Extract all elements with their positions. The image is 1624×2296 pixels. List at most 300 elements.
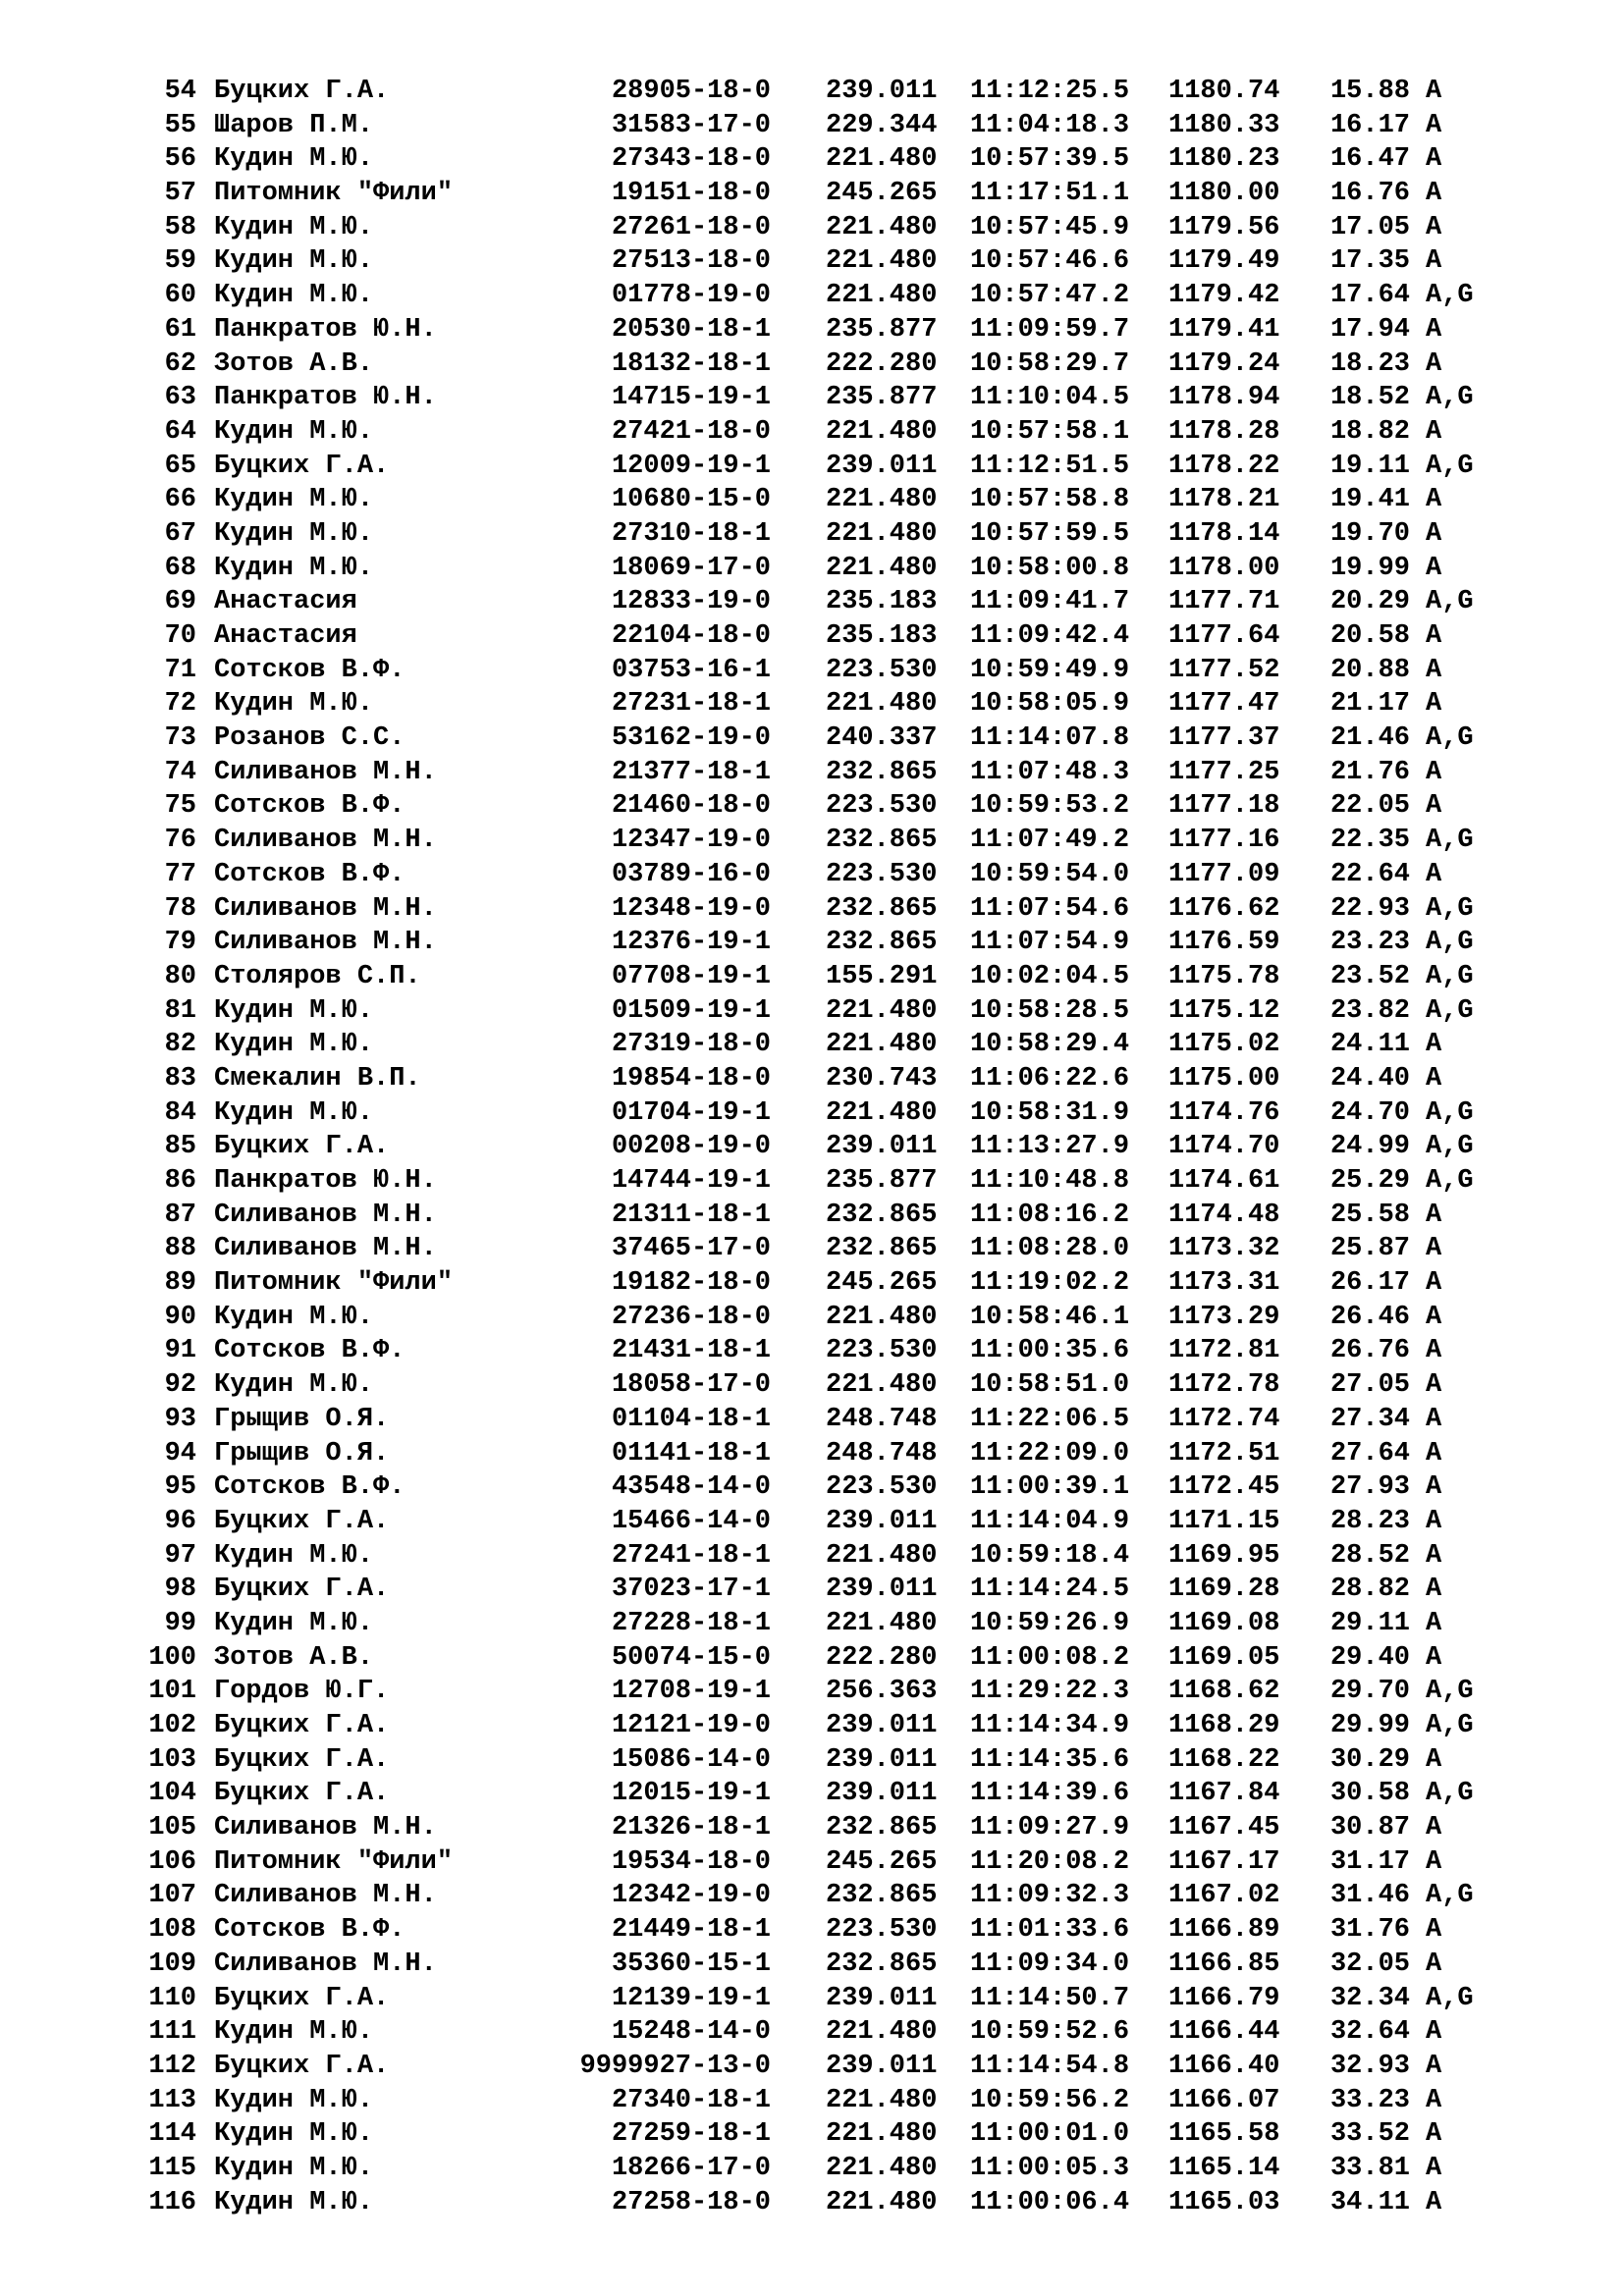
name-cell: Буцких Г.А. bbox=[214, 451, 390, 481]
flags-cell: A bbox=[1426, 246, 1442, 277]
result-row bbox=[143, 211, 1538, 245]
name-cell: Буцких Г.А. bbox=[214, 1779, 390, 1809]
ring-number-cell: 07708-19-1 bbox=[611, 961, 771, 991]
result-row bbox=[143, 1096, 1538, 1131]
speed-cell: 1178.22 bbox=[1168, 451, 1280, 481]
flags-cell: A bbox=[1426, 1234, 1442, 1264]
ring-number-cell: 28905-18-0 bbox=[611, 77, 771, 106]
place-cell: 60 bbox=[164, 281, 196, 311]
arrival-time-cell: 11:09:42.4 bbox=[970, 621, 1130, 651]
speed-cell: 1178.94 bbox=[1168, 383, 1280, 413]
ring-number-cell: 12348-19-0 bbox=[611, 893, 771, 924]
flags-cell: A bbox=[1426, 1268, 1442, 1299]
arrival-time-cell: 10:59:18.4 bbox=[970, 1540, 1130, 1571]
name-cell: Сотсков В.Ф. bbox=[214, 1472, 406, 1503]
ring-number-cell: 12708-19-1 bbox=[611, 1677, 771, 1707]
flags-cell: A bbox=[1426, 416, 1442, 447]
ring-number-cell: 12833-19-0 bbox=[611, 587, 771, 617]
flags-cell: A,G bbox=[1426, 383, 1474, 413]
speed-cell: 1172.74 bbox=[1168, 1404, 1280, 1434]
result-row bbox=[143, 1709, 1538, 1743]
distance-cell: 221.480 bbox=[826, 281, 938, 311]
result-row bbox=[143, 279, 1538, 313]
place-cell: 92 bbox=[164, 1370, 196, 1401]
distance-cell: 221.480 bbox=[826, 1097, 938, 1128]
ring-number-cell: 12015-19-1 bbox=[611, 1779, 771, 1809]
arrival-time-cell: 11:00:01.0 bbox=[970, 2119, 1130, 2150]
distance-cell: 223.530 bbox=[826, 859, 938, 889]
flags-cell: A,G bbox=[1426, 1132, 1474, 1162]
distance-cell: 223.530 bbox=[826, 791, 938, 822]
flags-cell: A bbox=[1426, 1302, 1442, 1332]
flags-cell: A,G bbox=[1426, 587, 1474, 617]
name-cell: Зотов А.В. bbox=[214, 348, 374, 379]
distance-cell: 155.291 bbox=[826, 961, 938, 991]
result-row bbox=[143, 415, 1538, 450]
arrival-time-cell: 11:14:50.7 bbox=[970, 1983, 1130, 2013]
arrival-time-cell: 11:12:25.5 bbox=[970, 77, 1130, 106]
arrival-time-cell: 10:58:28.5 bbox=[970, 995, 1130, 1026]
place-cell: 79 bbox=[164, 928, 196, 958]
distance-cell: 232.865 bbox=[826, 928, 938, 958]
ring-number-cell: 14744-19-1 bbox=[611, 1166, 771, 1196]
place-cell: 100 bbox=[148, 1642, 196, 1673]
name-cell: Сотсков В.Ф. bbox=[214, 859, 406, 889]
ring-number-cell: 01509-19-1 bbox=[611, 995, 771, 1026]
result-row bbox=[143, 2050, 1538, 2084]
speed-cell: 1178.28 bbox=[1168, 416, 1280, 447]
place-cell: 67 bbox=[164, 518, 196, 549]
coefficient-cell: 18.82 bbox=[1329, 416, 1410, 447]
speed-cell: 1166.40 bbox=[1168, 2051, 1280, 2081]
flags-cell: A bbox=[1426, 1949, 1442, 1979]
arrival-time-cell: 10:58:29.4 bbox=[970, 1030, 1130, 1060]
flags-cell: A,G bbox=[1426, 1097, 1474, 1128]
ring-number-cell: 01141-18-1 bbox=[611, 1438, 771, 1468]
coefficient-cell: 31.76 bbox=[1329, 1915, 1410, 1946]
flags-cell: A bbox=[1426, 2187, 1442, 2217]
result-row bbox=[143, 75, 1538, 109]
coefficient-cell: 27.64 bbox=[1329, 1438, 1410, 1468]
arrival-time-cell: 11:22:09.0 bbox=[970, 1438, 1130, 1468]
coefficient-cell: 28.23 bbox=[1329, 1506, 1410, 1536]
flags-cell: A bbox=[1426, 348, 1442, 379]
name-cell: Кудин М.Ю. bbox=[214, 995, 374, 1026]
coefficient-cell: 32.64 bbox=[1329, 2017, 1410, 2048]
name-cell: Панкратов Ю.Н. bbox=[214, 314, 437, 345]
name-cell: Столяров С.П. bbox=[214, 961, 421, 991]
distance-cell: 221.480 bbox=[826, 2119, 938, 2150]
coefficient-cell: 18.52 bbox=[1329, 383, 1410, 413]
result-row bbox=[143, 450, 1538, 484]
coefficient-cell: 32.93 bbox=[1329, 2051, 1410, 2081]
arrival-time-cell: 11:09:34.0 bbox=[970, 1949, 1130, 1979]
ring-number-cell: 12009-19-1 bbox=[611, 451, 771, 481]
speed-cell: 1180.33 bbox=[1168, 110, 1280, 140]
speed-cell: 1177.16 bbox=[1168, 826, 1280, 856]
ring-number-cell: 37023-17-1 bbox=[611, 1575, 771, 1605]
ring-number-cell: 12121-19-0 bbox=[611, 1711, 771, 1740]
place-cell: 83 bbox=[164, 1063, 196, 1094]
place-cell: 69 bbox=[164, 587, 196, 617]
arrival-time-cell: 11:00:08.2 bbox=[970, 1642, 1130, 1673]
arrival-time-cell: 11:14:04.9 bbox=[970, 1506, 1130, 1536]
ring-number-cell: 21460-18-0 bbox=[611, 791, 771, 822]
name-cell: Силиванов М.Н. bbox=[214, 1200, 437, 1230]
name-cell: Силиванов М.Н. bbox=[214, 1813, 437, 1843]
ring-number-cell: 21431-18-1 bbox=[611, 1336, 771, 1366]
ring-number-cell: 27310-18-1 bbox=[611, 518, 771, 549]
ring-number-cell: 19151-18-0 bbox=[611, 179, 771, 209]
place-cell: 116 bbox=[148, 2187, 196, 2217]
speed-cell: 1174.48 bbox=[1168, 1200, 1280, 1230]
coefficient-cell: 22.05 bbox=[1329, 791, 1410, 822]
speed-cell: 1168.22 bbox=[1168, 1744, 1280, 1775]
result-row bbox=[143, 1470, 1538, 1505]
place-cell: 76 bbox=[164, 826, 196, 856]
coefficient-cell: 15.88 bbox=[1329, 77, 1410, 106]
speed-cell: 1180.00 bbox=[1168, 179, 1280, 209]
place-cell: 110 bbox=[148, 1983, 196, 2013]
speed-cell: 1179.24 bbox=[1168, 348, 1280, 379]
place-cell: 61 bbox=[164, 314, 196, 345]
arrival-time-cell: 10:57:45.9 bbox=[970, 212, 1130, 242]
ring-number-cell: 50074-15-0 bbox=[611, 1642, 771, 1673]
flags-cell: A bbox=[1426, 621, 1442, 651]
arrival-time-cell: 11:09:27.9 bbox=[970, 1813, 1130, 1843]
result-row bbox=[143, 1743, 1538, 1778]
place-cell: 55 bbox=[164, 110, 196, 140]
result-row bbox=[143, 1539, 1538, 1574]
coefficient-cell: 21.17 bbox=[1329, 689, 1410, 720]
result-row bbox=[143, 1573, 1538, 1607]
ring-number-cell: 35360-15-1 bbox=[611, 1949, 771, 1979]
ring-number-cell: 18069-17-0 bbox=[611, 553, 771, 583]
result-row bbox=[143, 109, 1538, 143]
arrival-time-cell: 10:57:59.5 bbox=[970, 518, 1130, 549]
result-row bbox=[143, 2117, 1538, 2152]
arrival-time-cell: 11:04:18.3 bbox=[970, 110, 1130, 140]
arrival-time-cell: 11:07:54.6 bbox=[970, 893, 1130, 924]
ring-number-cell: 01704-19-1 bbox=[611, 1097, 771, 1128]
arrival-time-cell: 11:00:35.6 bbox=[970, 1336, 1130, 1366]
ring-number-cell: 03753-16-1 bbox=[611, 655, 771, 685]
flags-cell: A bbox=[1426, 2153, 1442, 2183]
result-row bbox=[143, 1266, 1538, 1301]
distance-cell: 223.530 bbox=[826, 1336, 938, 1366]
coefficient-cell: 25.29 bbox=[1329, 1166, 1410, 1196]
speed-cell: 1180.23 bbox=[1168, 144, 1280, 175]
coefficient-cell: 24.11 bbox=[1329, 1030, 1410, 1060]
place-cell: 93 bbox=[164, 1404, 196, 1434]
distance-cell: 232.865 bbox=[826, 893, 938, 924]
coefficient-cell: 33.23 bbox=[1329, 2085, 1410, 2115]
place-cell: 113 bbox=[148, 2085, 196, 2115]
place-cell: 57 bbox=[164, 179, 196, 209]
name-cell: Буцких Г.А. bbox=[214, 1744, 390, 1775]
speed-cell: 1177.37 bbox=[1168, 723, 1280, 754]
arrival-time-cell: 11:07:54.9 bbox=[970, 928, 1130, 958]
coefficient-cell: 24.40 bbox=[1329, 1063, 1410, 1094]
name-cell: Питомник "Фили" bbox=[214, 1268, 454, 1299]
distance-cell: 221.480 bbox=[826, 485, 938, 515]
distance-cell: 221.480 bbox=[826, 416, 938, 447]
name-cell: Буцких Г.А. bbox=[214, 1711, 390, 1740]
place-cell: 112 bbox=[148, 2051, 196, 2081]
coefficient-cell: 17.35 bbox=[1329, 246, 1410, 277]
ring-number-cell: 27259-18-1 bbox=[611, 2119, 771, 2150]
flags-cell: A bbox=[1426, 179, 1442, 209]
distance-cell: 232.865 bbox=[826, 826, 938, 856]
name-cell: Кудин М.Ю. bbox=[214, 1097, 374, 1128]
ring-number-cell: 21311-18-1 bbox=[611, 1200, 771, 1230]
distance-cell: 221.480 bbox=[826, 689, 938, 720]
arrival-time-cell: 11:14:39.6 bbox=[970, 1779, 1130, 1809]
distance-cell: 239.011 bbox=[826, 1575, 938, 1605]
arrival-time-cell: 11:20:08.2 bbox=[970, 1846, 1130, 1877]
distance-cell: 245.265 bbox=[826, 179, 938, 209]
name-cell: Смекалин В.П. bbox=[214, 1063, 421, 1094]
place-cell: 115 bbox=[148, 2153, 196, 2183]
distance-cell: 221.480 bbox=[826, 212, 938, 242]
arrival-time-cell: 11:14:35.6 bbox=[970, 1744, 1130, 1775]
flags-cell: A bbox=[1426, 110, 1442, 140]
ring-number-cell: 31583-17-0 bbox=[611, 110, 771, 140]
flags-cell: A bbox=[1426, 1438, 1442, 1468]
place-cell: 108 bbox=[148, 1915, 196, 1946]
name-cell: Анастасия bbox=[214, 621, 357, 651]
flags-cell: A bbox=[1426, 1915, 1442, 1946]
arrival-time-cell: 11:01:33.6 bbox=[970, 1915, 1130, 1946]
place-cell: 88 bbox=[164, 1234, 196, 1264]
flags-cell: A bbox=[1426, 314, 1442, 345]
flags-cell: A,G bbox=[1426, 1779, 1474, 1809]
arrival-time-cell: 11:08:16.2 bbox=[970, 1200, 1130, 1230]
name-cell: Силиванов М.Н. bbox=[214, 928, 437, 958]
speed-cell: 1177.47 bbox=[1168, 689, 1280, 720]
ring-number-cell: 53162-19-0 bbox=[611, 723, 771, 754]
result-row bbox=[143, 1062, 1538, 1096]
coefficient-cell: 27.34 bbox=[1329, 1404, 1410, 1434]
coefficient-cell: 16.17 bbox=[1329, 110, 1410, 140]
coefficient-cell: 32.05 bbox=[1329, 1949, 1410, 1979]
distance-cell: 232.865 bbox=[826, 1200, 938, 1230]
result-row bbox=[143, 1607, 1538, 1641]
name-cell: Силиванов М.Н. bbox=[214, 757, 437, 787]
speed-cell: 1169.05 bbox=[1168, 1642, 1280, 1673]
result-row bbox=[143, 892, 1538, 927]
ring-number-cell: 18058-17-0 bbox=[611, 1370, 771, 1401]
speed-cell: 1175.00 bbox=[1168, 1063, 1280, 1094]
distance-cell: 239.011 bbox=[826, 1711, 938, 1740]
ring-number-cell: 14715-19-1 bbox=[611, 383, 771, 413]
place-cell: 63 bbox=[164, 383, 196, 413]
distance-cell: 239.011 bbox=[826, 77, 938, 106]
coefficient-cell: 26.46 bbox=[1329, 1302, 1410, 1332]
speed-cell: 1172.78 bbox=[1168, 1370, 1280, 1401]
distance-cell: 221.480 bbox=[826, 246, 938, 277]
ring-number-cell: 12342-19-0 bbox=[611, 1881, 771, 1911]
distance-cell: 221.480 bbox=[826, 1540, 938, 1571]
speed-cell: 1168.29 bbox=[1168, 1711, 1280, 1740]
result-row bbox=[143, 721, 1538, 756]
coefficient-cell: 33.52 bbox=[1329, 2119, 1410, 2150]
distance-cell: 239.011 bbox=[826, 1779, 938, 1809]
coefficient-cell: 19.11 bbox=[1329, 451, 1410, 481]
flags-cell: A bbox=[1426, 1846, 1442, 1877]
arrival-time-cell: 11:06:22.6 bbox=[970, 1063, 1130, 1094]
place-cell: 97 bbox=[164, 1540, 196, 1571]
flags-cell: A,G bbox=[1426, 1881, 1474, 1911]
distance-cell: 223.530 bbox=[826, 1472, 938, 1503]
name-cell: Кудин М.Ю. bbox=[214, 518, 374, 549]
distance-cell: 232.865 bbox=[826, 1234, 938, 1264]
arrival-time-cell: 11:10:04.5 bbox=[970, 383, 1130, 413]
result-row bbox=[143, 244, 1538, 279]
coefficient-cell: 16.47 bbox=[1329, 144, 1410, 175]
arrival-time-cell: 10:59:52.6 bbox=[970, 2017, 1130, 2048]
name-cell: Панкратов Ю.Н. bbox=[214, 383, 437, 413]
result-row bbox=[143, 1913, 1538, 1948]
coefficient-cell: 30.87 bbox=[1329, 1813, 1410, 1843]
result-row bbox=[143, 619, 1538, 654]
arrival-time-cell: 11:29:22.3 bbox=[970, 1677, 1130, 1707]
flags-cell: A bbox=[1426, 77, 1442, 106]
name-cell: Анастасия bbox=[214, 587, 357, 617]
coefficient-cell: 34.11 bbox=[1329, 2187, 1410, 2217]
result-row bbox=[143, 687, 1538, 721]
name-cell: Грыщив О.Я. bbox=[214, 1438, 390, 1468]
arrival-time-cell: 11:09:32.3 bbox=[970, 1881, 1130, 1911]
speed-cell: 1177.52 bbox=[1168, 655, 1280, 685]
speed-cell: 1178.21 bbox=[1168, 485, 1280, 515]
speed-cell: 1174.61 bbox=[1168, 1166, 1280, 1196]
place-cell: 98 bbox=[164, 1575, 196, 1605]
coefficient-cell: 33.81 bbox=[1329, 2153, 1410, 2183]
arrival-time-cell: 11:13:27.9 bbox=[970, 1132, 1130, 1162]
coefficient-cell: 19.41 bbox=[1329, 485, 1410, 515]
result-row bbox=[143, 2084, 1538, 2118]
distance-cell: 222.280 bbox=[826, 348, 938, 379]
name-cell: Кудин М.Ю. bbox=[214, 2187, 374, 2217]
distance-cell: 235.183 bbox=[826, 621, 938, 651]
distance-cell: 239.011 bbox=[826, 451, 938, 481]
place-cell: 56 bbox=[164, 144, 196, 175]
arrival-time-cell: 11:00:05.3 bbox=[970, 2153, 1130, 2183]
speed-cell: 1166.85 bbox=[1168, 1949, 1280, 1979]
arrival-time-cell: 11:00:06.4 bbox=[970, 2187, 1130, 2217]
distance-cell: 221.480 bbox=[826, 995, 938, 1026]
flags-cell: A,G bbox=[1426, 1166, 1474, 1196]
coefficient-cell: 19.70 bbox=[1329, 518, 1410, 549]
flags-cell: A bbox=[1426, 2119, 1442, 2150]
result-row bbox=[143, 1130, 1538, 1164]
name-cell: Кудин М.Ю. bbox=[214, 1370, 374, 1401]
result-row bbox=[143, 517, 1538, 552]
result-row bbox=[143, 1845, 1538, 1880]
place-cell: 90 bbox=[164, 1302, 196, 1332]
name-cell: Сотсков В.Ф. bbox=[214, 1915, 406, 1946]
arrival-time-cell: 10:57:46.6 bbox=[970, 246, 1130, 277]
flags-cell: A bbox=[1426, 1370, 1442, 1401]
name-cell: Розанов С.С. bbox=[214, 723, 406, 754]
name-cell: Буцких Г.А. bbox=[214, 1575, 390, 1605]
distance-cell: 229.344 bbox=[826, 110, 938, 140]
coefficient-cell: 17.05 bbox=[1329, 212, 1410, 242]
flags-cell: A bbox=[1426, 2017, 1442, 2048]
result-row bbox=[143, 1334, 1538, 1368]
speed-cell: 1166.89 bbox=[1168, 1915, 1280, 1946]
result-row bbox=[143, 824, 1538, 858]
place-cell: 109 bbox=[148, 1949, 196, 1979]
name-cell: Сотсков В.Ф. bbox=[214, 1336, 406, 1366]
distance-cell: 230.743 bbox=[826, 1063, 938, 1094]
place-cell: 114 bbox=[148, 2119, 196, 2150]
place-cell: 82 bbox=[164, 1030, 196, 1060]
result-row bbox=[143, 1437, 1538, 1471]
result-row bbox=[143, 313, 1538, 347]
name-cell: Силиванов М.Н. bbox=[214, 1234, 437, 1264]
ring-number-cell: 10680-15-0 bbox=[611, 485, 771, 515]
speed-cell: 1177.71 bbox=[1168, 587, 1280, 617]
arrival-time-cell: 10:58:00.8 bbox=[970, 553, 1130, 583]
speed-cell: 1167.84 bbox=[1168, 1779, 1280, 1809]
flags-cell: A,G bbox=[1426, 723, 1474, 754]
coefficient-cell: 29.70 bbox=[1329, 1677, 1410, 1707]
result-row bbox=[143, 1301, 1538, 1335]
results-list bbox=[143, 75, 1538, 2219]
arrival-time-cell: 11:07:49.2 bbox=[970, 826, 1130, 856]
arrival-time-cell: 11:19:02.2 bbox=[970, 1268, 1130, 1299]
distance-cell: 245.265 bbox=[826, 1846, 938, 1877]
distance-cell: 239.011 bbox=[826, 1983, 938, 2013]
name-cell: Силиванов М.Н. bbox=[214, 826, 437, 856]
ring-number-cell: 9999927-13-0 bbox=[579, 2051, 771, 2081]
ring-number-cell: 27343-18-0 bbox=[611, 144, 771, 175]
ring-number-cell: 27258-18-0 bbox=[611, 2187, 771, 2217]
place-cell: 58 bbox=[164, 212, 196, 242]
place-cell: 84 bbox=[164, 1097, 196, 1128]
flags-cell: A bbox=[1426, 553, 1442, 583]
speed-cell: 1177.09 bbox=[1168, 859, 1280, 889]
name-cell: Кудин М.Ю. bbox=[214, 144, 374, 175]
speed-cell: 1179.49 bbox=[1168, 246, 1280, 277]
ring-number-cell: 00208-19-0 bbox=[611, 1132, 771, 1162]
ring-number-cell: 27236-18-0 bbox=[611, 1302, 771, 1332]
ring-number-cell: 01104-18-1 bbox=[611, 1404, 771, 1434]
speed-cell: 1166.44 bbox=[1168, 2017, 1280, 2048]
flags-cell: A bbox=[1426, 1472, 1442, 1503]
place-cell: 103 bbox=[148, 1744, 196, 1775]
flags-cell: A,G bbox=[1426, 281, 1474, 311]
flags-cell: A,G bbox=[1426, 826, 1474, 856]
flags-cell: A bbox=[1426, 1200, 1442, 1230]
ring-number-cell: 15466-14-0 bbox=[611, 1506, 771, 1536]
flags-cell: A,G bbox=[1426, 1711, 1474, 1740]
place-cell: 71 bbox=[164, 655, 196, 685]
arrival-time-cell: 11:14:07.8 bbox=[970, 723, 1130, 754]
speed-cell: 1174.70 bbox=[1168, 1132, 1280, 1162]
place-cell: 85 bbox=[164, 1132, 196, 1162]
coefficient-cell: 20.58 bbox=[1329, 621, 1410, 651]
place-cell: 94 bbox=[164, 1438, 196, 1468]
result-row bbox=[143, 585, 1538, 619]
result-row bbox=[143, 960, 1538, 994]
distance-cell: 221.480 bbox=[826, 518, 938, 549]
result-row bbox=[143, 1199, 1538, 1233]
ring-number-cell: 27231-18-1 bbox=[611, 689, 771, 720]
distance-cell: 235.877 bbox=[826, 383, 938, 413]
